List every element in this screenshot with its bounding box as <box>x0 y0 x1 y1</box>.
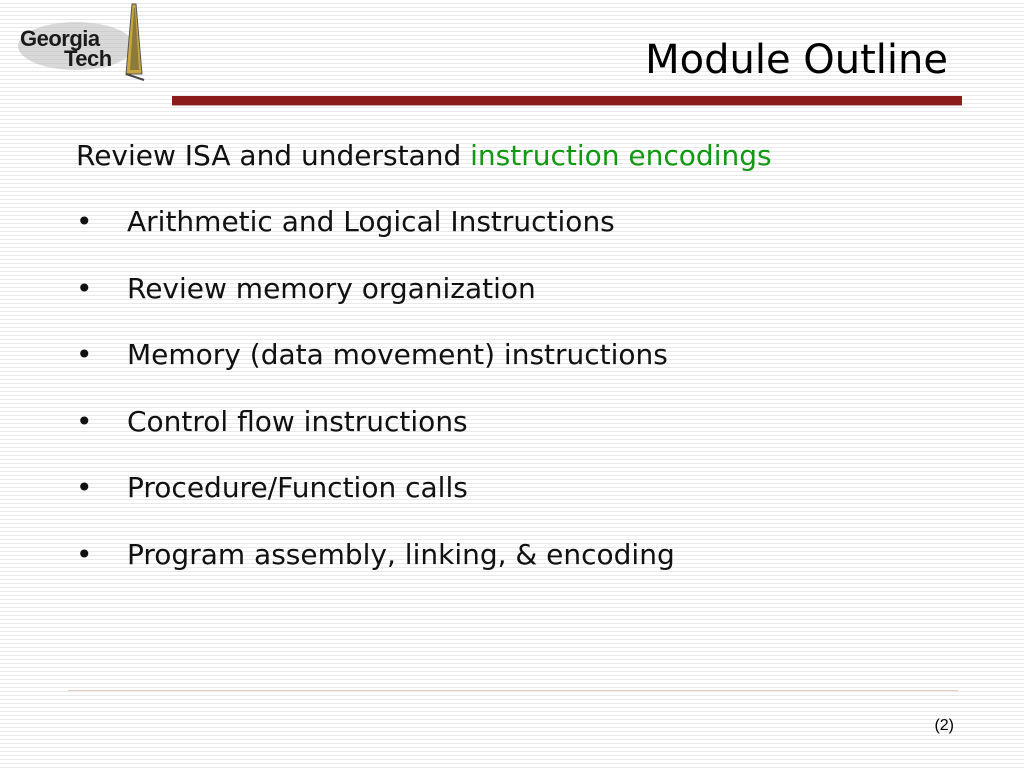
lead-text: Review ISA and understand <box>76 139 471 172</box>
title-divider <box>172 96 962 105</box>
lead-highlight: instruction encodings <box>470 139 772 172</box>
logo-text-tech: Tech <box>64 46 112 71</box>
bullet-icon: • <box>76 205 93 238</box>
bullet-item <box>76 468 976 508</box>
slide-content <box>76 136 976 601</box>
bullet-icon: • <box>76 404 93 438</box>
bullet-text: Arithmetic and Logical Instructions <box>127 205 615 238</box>
bullet-item <box>76 535 976 575</box>
bullet-list <box>76 202 976 575</box>
bullet-text: Control flow instructions <box>127 404 468 438</box>
georgia-tech-logo <box>14 2 154 84</box>
bullet-icon: • <box>76 338 93 371</box>
footer-divider <box>68 690 958 691</box>
bullet-item <box>76 202 976 242</box>
lead-paragraph <box>76 136 976 176</box>
bullet-item <box>76 335 976 375</box>
page-title: Module Outline <box>645 37 948 83</box>
bullet-icon: • <box>76 537 93 571</box>
bullet-text: Procedure/Function calls <box>127 471 468 504</box>
bullet-text: Review memory organization <box>127 271 536 305</box>
bullet-icon: • <box>76 271 93 305</box>
bullet-text: Program assembly, linking, & encoding <box>127 537 675 571</box>
bullet-item <box>76 402 976 442</box>
bullet-item <box>76 269 976 309</box>
bullet-icon: • <box>76 471 93 504</box>
bullet-text: Memory (data movement) instructions <box>127 338 668 371</box>
page-number: (2) <box>934 717 954 734</box>
logo-text-georgia: Georgia <box>20 26 100 51</box>
title-divider-shadow <box>172 105 962 106</box>
